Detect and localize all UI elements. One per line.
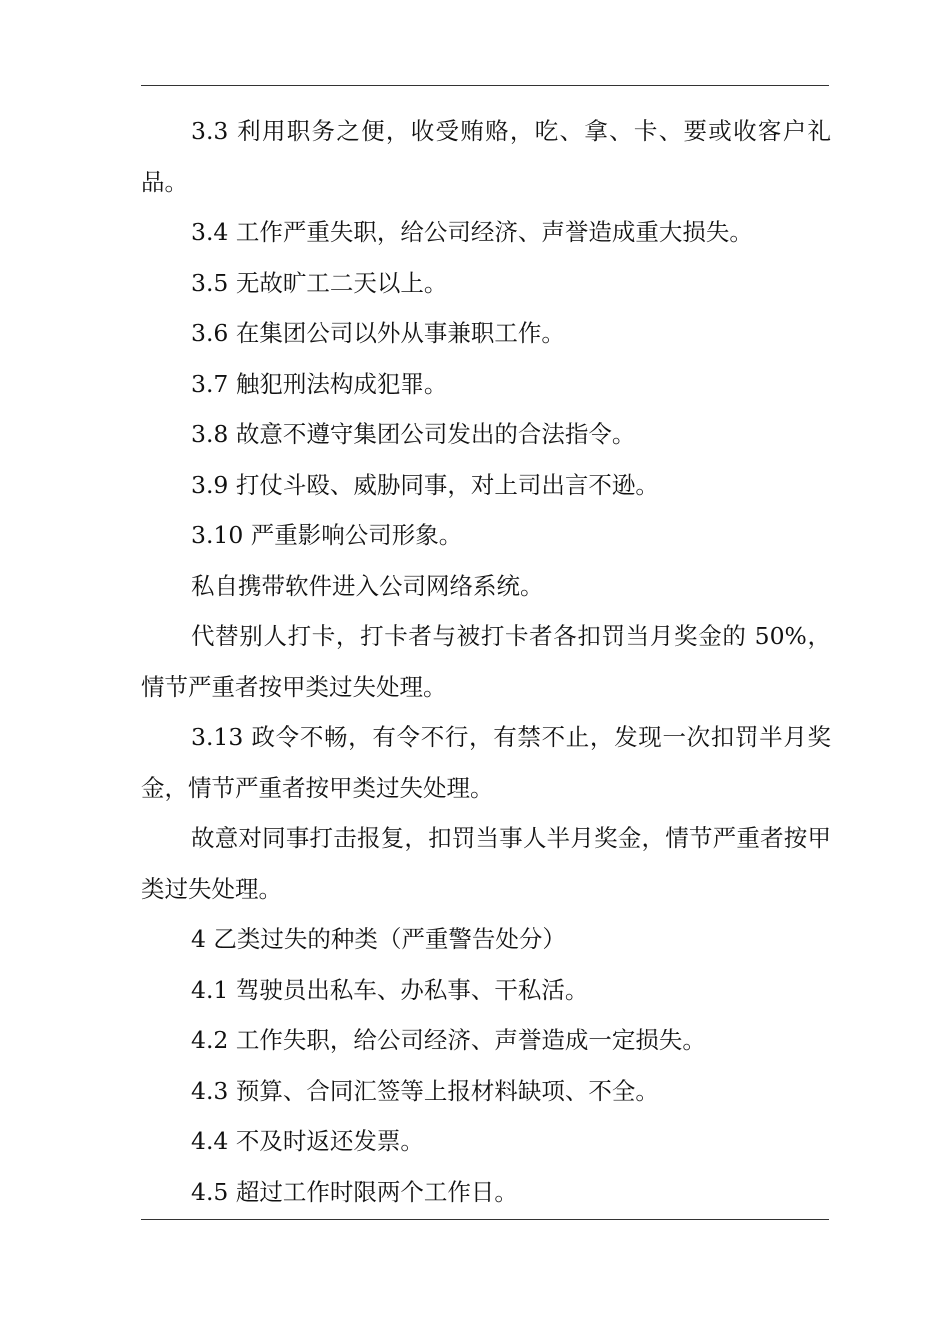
footer-rule [141, 1219, 829, 1220]
paragraph: 4.1 驾驶员出私车、办私事、干私活。 [191, 975, 589, 1004]
paragraph: 4.4 不及时返还发票。 [191, 1127, 424, 1155]
paragraph: 3.5 无故旷工二天以上。 [191, 268, 448, 297]
paragraph: 3.13 政令不畅，有令不行，有禁不止，发现一次扣罚半月奖金，情节严重者按甲类过失处理。 [141, 723, 831, 802]
paragraph: 3.10 严重影响公司形象。 [191, 521, 463, 549]
paragraph: 故意对同事打击报复，扣罚当事人半月奖金，情节严重者按甲类过失处理。 [141, 824, 831, 903]
paragraph: 4.2 工作失职，给公司经济、声誉造成一定损失。 [191, 1026, 706, 1054]
paragraph: 3.8 故意不遵守集团公司发出的合法指令。 [191, 420, 636, 448]
document-body [141, 106, 831, 1217]
paragraph: 3.3 利用职务之便，收受贿赂，吃、拿、卡、要或收客户礼品。 [141, 117, 831, 196]
paragraph: 4.5 超过工作时限两个工作日。 [191, 1177, 518, 1206]
paragraph: 4 乙类过失的种类（严重警告处分） [191, 925, 566, 953]
paragraph: 代替别人打卡，打卡者与被打卡者各扣罚当月奖金的 50%，情节严重者按甲类过失处理。 [141, 622, 831, 701]
paragraph: 3.9 打仗斗殴、威胁同事，对上司出言不逊。 [191, 470, 659, 499]
paragraph: 3.6 在集团公司以外从事兼职工作。 [191, 319, 565, 347]
paragraph: 私自携带软件进入公司网络系统。 [191, 571, 544, 600]
paragraph: 3.4 工作严重失职，给公司经济、声誉造成重大损失。 [191, 218, 753, 246]
header-rule [141, 85, 829, 86]
paragraph: 3.7 触犯刑法构成犯罪。 [191, 369, 448, 398]
paragraph: 4.3 预算、合同汇签等上报材料缺项、不全。 [191, 1076, 659, 1105]
